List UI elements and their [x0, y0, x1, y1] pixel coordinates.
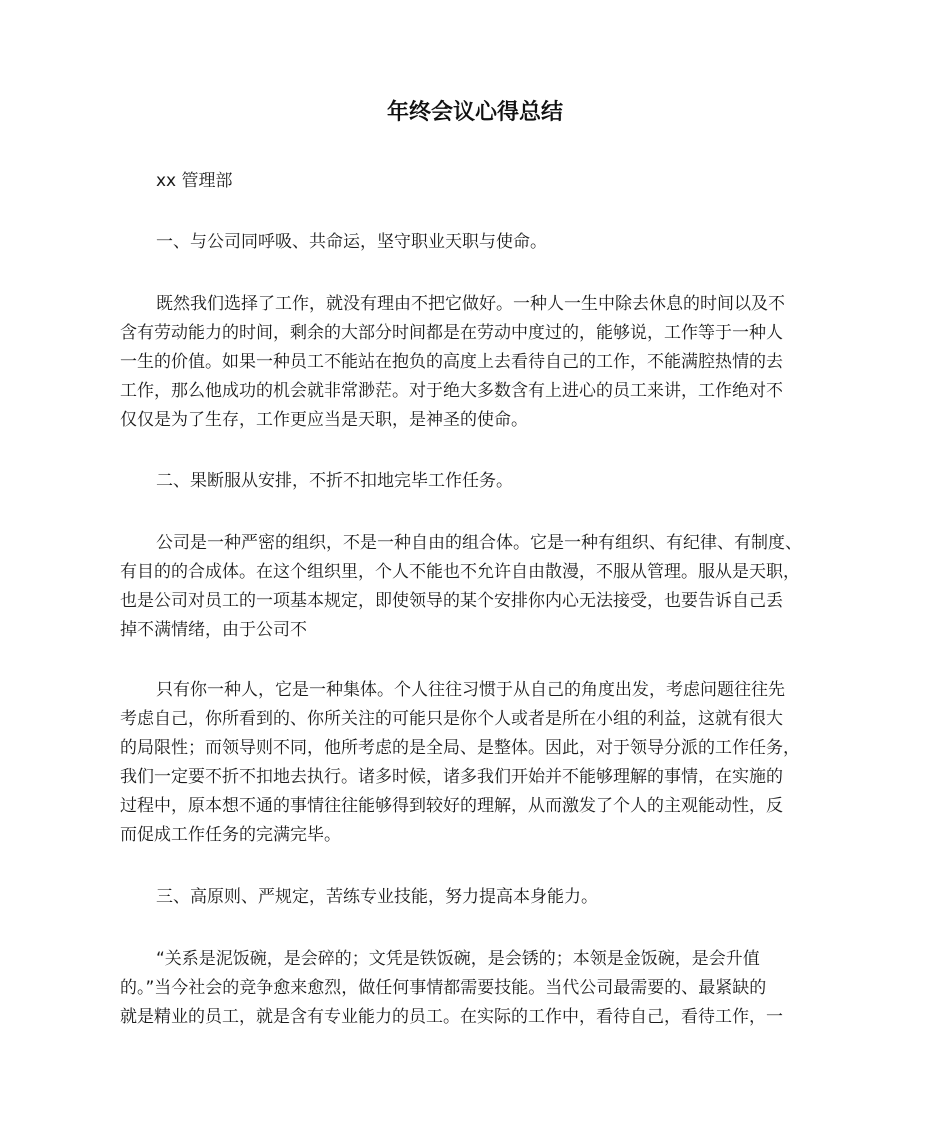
- paragraph-line: 的局限性；而领导则不同，他所考虑的是全局、是整体。因此，对于领导分派的工作任务，: [120, 738, 800, 758]
- paragraph-line: 掉不满情绪，由于公司不: [120, 620, 307, 640]
- document-title: 年终会议心得总结: [386, 100, 563, 125]
- paragraph-line: 工作，那么他成功的机会就非常渺茫。对于绝大多数含有上进心的员工来讲，工作绝对不: [120, 381, 783, 401]
- paragraph-line: 既然我们选择了工作，就没有理由不把它做好。一种人一生中除去休息的时间以及不: [156, 294, 785, 314]
- paragraph-line: 我们一定要不折不扣地去执行。诸多时候，诸多我们开始并不能够理解的事情，在实施的: [120, 767, 783, 787]
- paragraph-line: 含有劳动能力的时间，剩余的大部分时间都是在劳动中度过的，能够说，工作等于一种人: [120, 323, 783, 343]
- paragraph-line: 公司是一种严密的组织，不是一种自由的组合体。它是一种有组织、有纪律、有制度、: [156, 533, 802, 553]
- paragraph-line: 而促成工作任务的完满完毕。: [120, 825, 341, 845]
- paragraph-line: 只有你一种人，它是一种集体。个人往往习惯于从自己的角度出发，考虑问题往往先: [156, 680, 785, 700]
- section-heading-3: 三、高原则、严规定，苦练专业技能，努力提高本身能力。: [156, 887, 598, 907]
- department-line: xx 管理部: [156, 171, 233, 191]
- paragraph-line: 也是公司对员工的一项基本规定，即使领导的某个安排你内心无法接受，也要告诉自己丢: [120, 591, 783, 611]
- section-heading-1: 一、与公司同呼吸、共命运，坚守职业天职与使命。: [156, 232, 547, 252]
- paragraph-3: [120, 676, 840, 850]
- paragraph-line: 仅仅是为了生存，工作更应当是天职，是神圣的使命。: [120, 410, 528, 430]
- paragraph-line: 一生的价值。如果一种员工不能站在抱负的高度上去看待自己的工作，不能满腔热情的去: [120, 352, 783, 372]
- paragraph-line: 有目的的合成体。在这个组织里，个人不能也不允许自由散漫，不服从管理。服从是天职，: [120, 562, 800, 582]
- paragraph-line: 的。”当今社会的竞争愈来愈烈，做任何事情都需要技能。当代公司最需要的、最紧缺的: [120, 978, 767, 998]
- paragraph-2: [120, 529, 840, 645]
- paragraph-line: 考虑自己，你所看到的、你所关注的可能只是你个人或者是所在小组的利益，这就有很大: [120, 709, 783, 729]
- paragraph-line: 过程中，原本想不通的事情往往能够得到较好的理解，从而激发了个人的主观能动性，反: [120, 796, 783, 816]
- paragraph-line: 就是精业的员工，就是含有专业能力的员工。在实际的工作中，看待自己，看待工作，一: [120, 1007, 783, 1027]
- paragraph-4: [120, 945, 840, 1032]
- paragraph-1: [120, 290, 840, 435]
- paragraph-line: “关系是泥饭碗，是会碎的；文凭是铁饭碗，是会锈的；本领是金饭碗，是会升值: [156, 949, 760, 969]
- section-heading-2: 二、果断服从安排，不折不扣地完毕工作任务。: [156, 471, 513, 491]
